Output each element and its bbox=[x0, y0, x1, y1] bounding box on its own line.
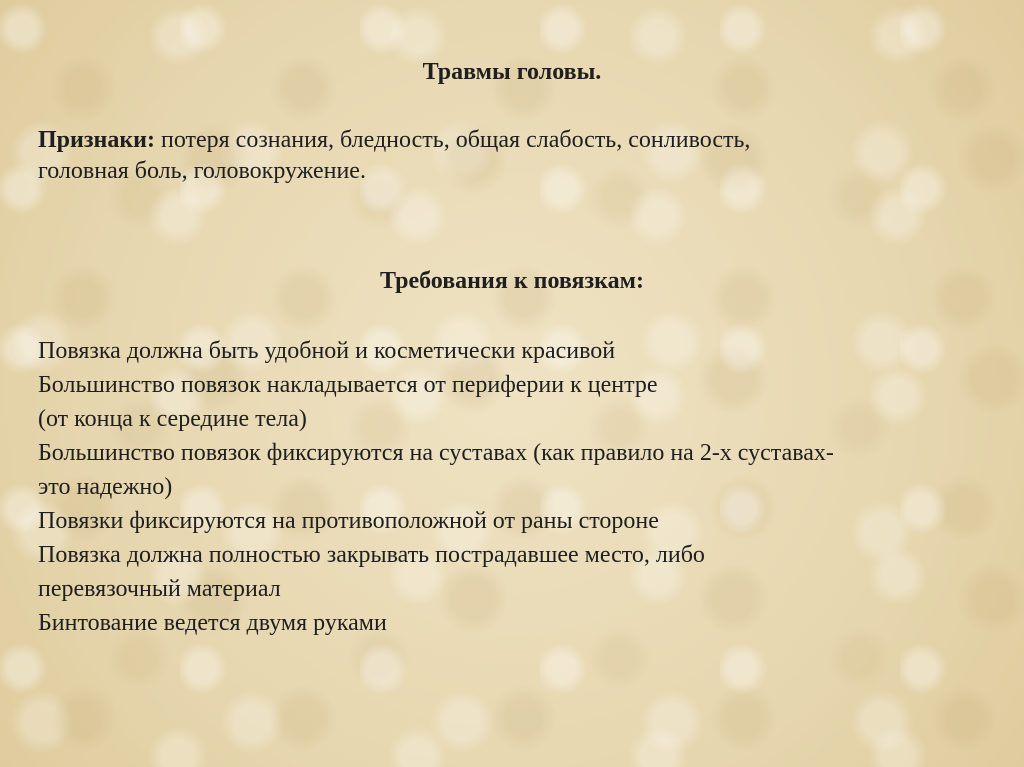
requirement-line: Повязка должна полностью закрывать пострадавшее место, либо bbox=[38, 542, 705, 568]
signs-label: Признаки: bbox=[38, 127, 155, 153]
requirement-line: это надежно) bbox=[38, 474, 173, 500]
signs-line-1 bbox=[38, 125, 983, 156]
signs-paragraph bbox=[38, 125, 983, 187]
requirement-line: (от конца к середине тела) bbox=[38, 406, 307, 432]
requirement-line: перевязочный материал bbox=[38, 576, 281, 602]
requirements-title: Требования к повязкам: bbox=[380, 268, 644, 294]
requirement-line: Большинство повязок фиксируются на суставах (как правило на 2-х суставах- bbox=[38, 440, 834, 466]
requirement-line: Бинтование ведется двумя руками bbox=[38, 610, 387, 636]
requirement-line: Повязки фиксируются на противоположной от раны стороне bbox=[38, 508, 659, 534]
slide-title: Травмы головы. bbox=[422, 59, 602, 85]
requirements-list bbox=[38, 334, 988, 640]
signs-line-1-text: потеря сознания, бледность, общая слабость, сонливость, bbox=[154, 127, 751, 153]
requirement-line: Повязка должна быть удобной и косметически красивой bbox=[38, 338, 616, 364]
requirement-line: Большинство повязок накладывается от периферии к центре bbox=[38, 372, 658, 398]
signs-line-2: головная боль, головокружение. bbox=[38, 158, 366, 184]
